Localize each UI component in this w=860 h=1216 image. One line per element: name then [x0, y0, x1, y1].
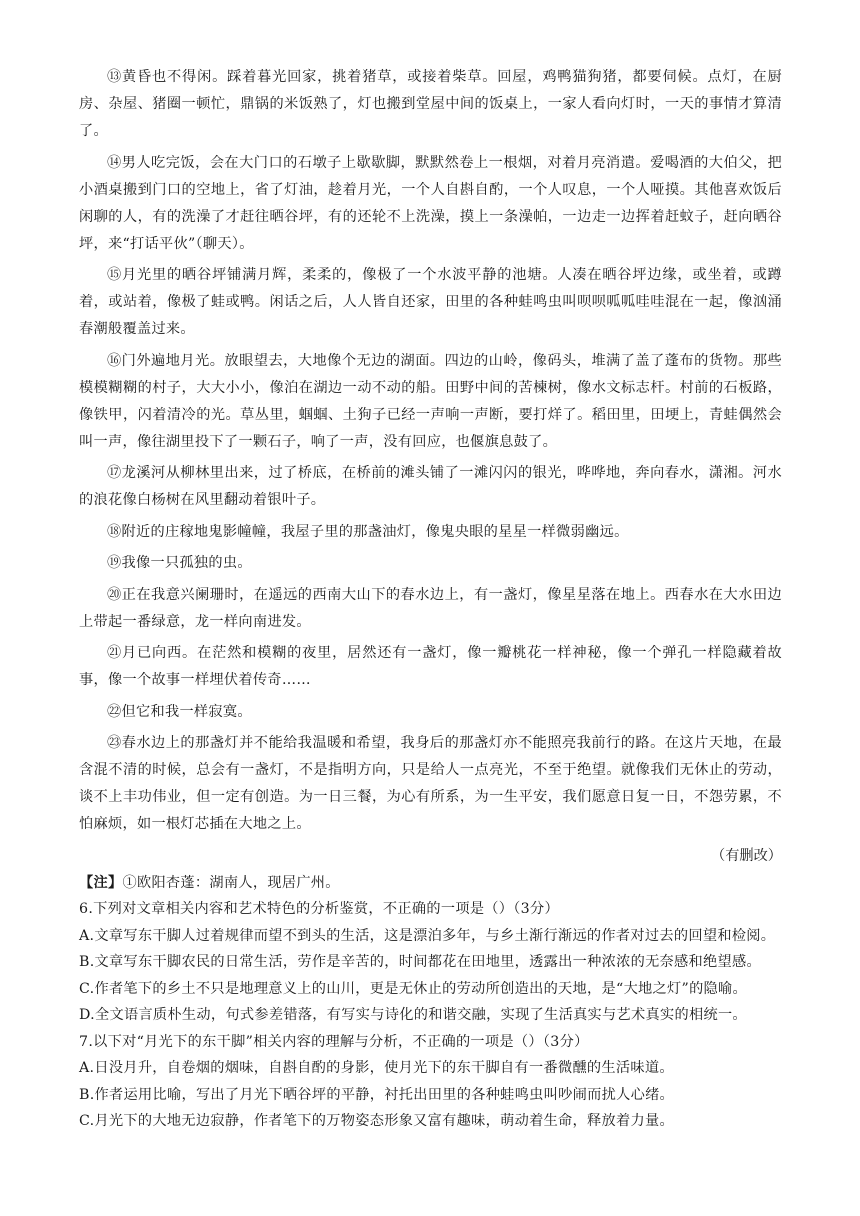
paragraph-23: ㉓春水边上的那盏灯并不能给我温暖和希望，我身后的那盏灯亦不能照亮我前行的路。在这片天地，在最含混不清的时候，总会有一盏灯，不是指明方向，只是给人一点亮光，不至于绝望。就像我们无休止的劳动，谈不上丰功伟业，但一定有创造。为一日三餐，为心有所系，为一生平安，我们愿意日复一日，不怨劳累，不怕麻烦，如一根灯芯插在大地之上。 [79, 735, 782, 832]
footnote-label: 【注】 [79, 874, 123, 891]
question-stem: 7.以下对“月光下的东干脚”相关内容的理解与分析，不正确的一项是（）（3分） [79, 1033, 589, 1050]
article-body [79, 64, 782, 870]
paragraph-14: ⑭男人吃完饭，会在大门口的石墩子上歇歇脚，默默然卷上一根烟，对着月亮消遣。爱喝酒的大伯父，把小酒桌搬到门口的空地上，省了灯油，趁着月光，一个人自斟自酌，一个人叹息，一个人哑摸。其他喜欢饭后闲聊的人，有的洗澡了才赶往晒谷坪，有的还轮不上洗澡，摸上一条澡帕，一边走一边挥着赶蚊子，赶向晒谷坪，来“打话平伙”（聊天）。 [79, 154, 782, 252]
paragraph-17: ⑰龙溪河从柳林里出来，过了桥底，在桥前的滩头铺了一滩闪闪的银光，哗哗地，奔向春水，潇湘。河水的浪花像白杨树在风里翻动着银叶子。 [79, 465, 782, 508]
paragraph-21: ㉑月已向西。在茫然和模糊的夜里，居然还有一盏灯，像一瓣桃花一样神秘，像一个弹孔一样隐藏着故事，像一个故事一样埋伏着传奇…… [79, 645, 782, 688]
footnote [79, 870, 782, 897]
source-note: （有删改） [711, 847, 782, 864]
footnote-text: ①欧阳杏蓬：湖南人，现居广州。 [122, 874, 340, 891]
paragraph-22: ㉒但它和我一样寂寞。 [107, 703, 252, 720]
paragraph-18: ⑱附近的庄稼地鬼影幢幢，我屋子里的那盏油灯，像鬼央眼的星星一样微弱幽远。 [107, 523, 629, 540]
paragraph-15: ⑮月光里的晒谷坪铺满月辉，柔柔的，像极了一个水波平静的池塘。人凑在晒谷坪边缘，或坐着，或蹲着，或站着，像极了蛙或鸭。闲话之后，人人皆自还家，田里的各种蛙鸣虫叫呗呗呱呱哇哇混在一起，像汹涌春潮般覆盖过来。 [79, 267, 782, 337]
question-7 [79, 1029, 782, 1135]
option-b: B.作者运用比喻，写出了月光下晒谷坪的平静，衬托出田里的各种蛙鸣虫叫吵闹而扰人心绪。 [79, 1086, 675, 1103]
footnote-line [79, 870, 782, 897]
option-b: B.文章写东干脚农民的日常生活，劳作是辛苦的，时间都花在田地里，透露出一种浓浓的无奈感和绝望感。 [79, 954, 761, 970]
question-6 [79, 896, 782, 1029]
option-c: C.月光下的大地无边寂静，作者笔下的万物姿态形象又富有趣味，萌动着生命，释放着力量。 [79, 1113, 674, 1129]
paragraph-13: ⑬黄昏也不得闲。踩着暮光回家，挑着猪草，或接着柴草。回屋，鸡鸭猫狗猪，都要伺候。点灯，在厨房、杂屋、猪圈一顿忙，鼎锅的米饭熟了，灯也搬到堂屋中间的饭桌上，一家人看向灯时，一天的事情才算清了。 [79, 69, 782, 139]
option-a: A.文章写东干脚人过着规律而望不到头的生活，这是漂泊多年，与乡土渐行渐远的作者对过去的回望和检阅。 [79, 927, 776, 944]
question-stem: 6.下列对文章相关内容和艺术特色的分析鉴赏，不正确的一项是（）（3分） [79, 901, 559, 917]
option-d: D.全文语言质朴生动，句式参差错落，有写实与诗化的和谐交融，实现了生活真实与艺术真实的相统一。 [79, 1007, 747, 1023]
paragraph-19: ⑲我像一只孤独的虫。 [107, 555, 252, 571]
paragraph-20: ⑳正在我意兴阑珊时，在遥远的西南大山下的春水边上，有一盏灯，像星星落在地上。西春水在大水田边上带起一番绿意，龙一样向南进发。 [79, 586, 782, 630]
option-a: A.日没月升，自卷烟的烟味，自斟自酌的身影，使月光下的东干脚自有一番微醺的生活味道。 [79, 1060, 674, 1076]
option-c: C.作者笔下的乡土不只是地理意义上的山川，更是无休止的劳动所创造出的天地，是“大地之灯”的隐喻。 [79, 980, 748, 997]
paragraph-16: ⑯门外遍地月光。放眼望去，大地像个无边的湖面。四边的山岭，像码头，堆满了盖了蓬布的货物。那些模模糊糊的村子，大大小小，像泊在湖边一动不动的船。田野中间的苦楝树，像水文标志杆。村前的石板路，像铁甲，闪着清冷的光。草丛里，蝈蝈、土狗子已经一声响一声断，要打烊了。稻田里，田埂上，青蛙偶然会叫一声，像往湖里投下了一颗石子，响了一声，没有回应，也偃旗息鼓了。 [79, 352, 782, 450]
